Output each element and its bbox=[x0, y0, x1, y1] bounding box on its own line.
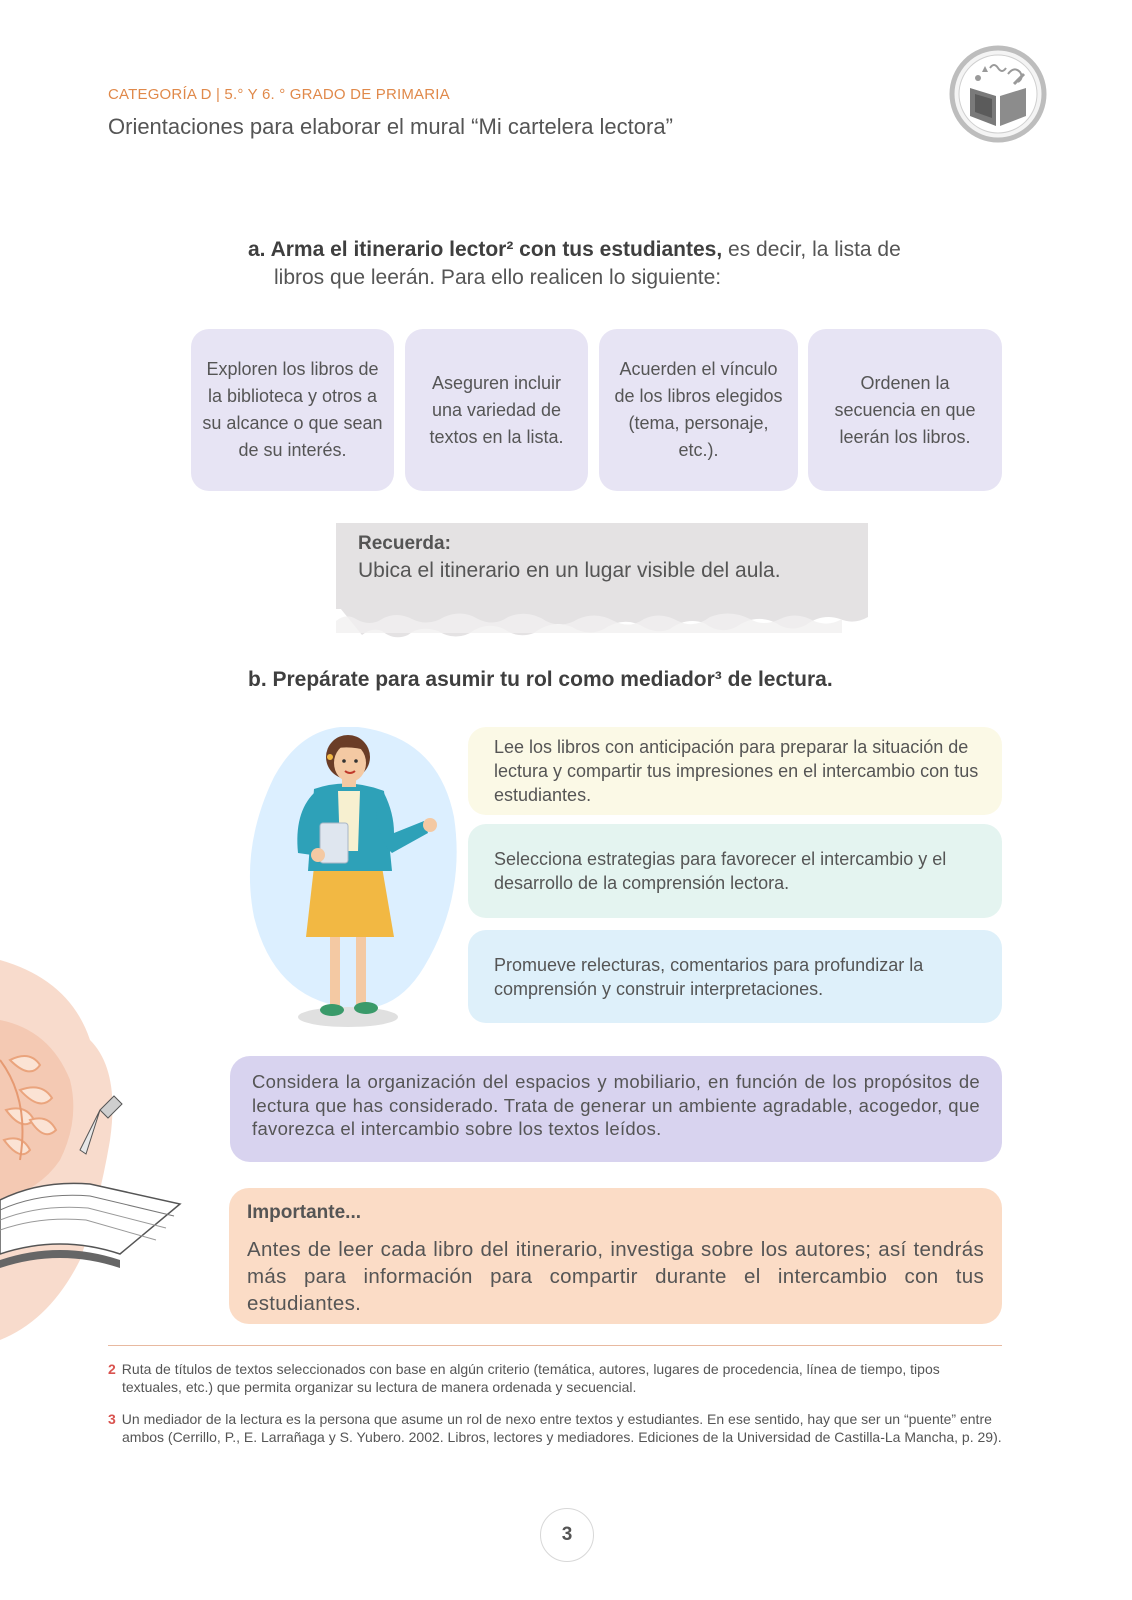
footnote-2 bbox=[108, 1360, 1002, 1396]
page-title: Orientaciones para elaborar el mural “Mi cartelera lectora” bbox=[108, 114, 673, 139]
step-card-variety: Aseguren incluir una variedad de textos en la lista. bbox=[405, 329, 588, 491]
footnote-3-number: 3 bbox=[108, 1411, 116, 1427]
section-a-text-1: es decir, la lista de bbox=[722, 238, 901, 261]
footnote-3 bbox=[108, 1410, 1002, 1446]
section-a-text-2: libros que leerán. Para ello realicen lo siguiente: bbox=[274, 266, 722, 289]
step-card-order: Ordenen la secuencia en que leerán los libros. bbox=[808, 329, 1002, 491]
book-and-leaves-decoration bbox=[0, 960, 240, 1340]
section-b-heading: b. Prepárate para asumir tu rol como mediador³ de lectura. bbox=[248, 668, 833, 691]
footnote-2-number: 2 bbox=[108, 1361, 116, 1377]
mediator-tip-rereading: Promueve relecturas, comentarios para profundizar la comprensión y construir interpretaciones. bbox=[468, 930, 1002, 1023]
reminder-title: Recuerda: bbox=[358, 533, 451, 554]
teacher-illustration bbox=[248, 727, 468, 1037]
space-organization-note: Considera la organización del espacios y mobiliario, en función de los propósitos de lectura que has considerado. Trata de generar un ambiente agradable, acogedor, que favorezca el intercambio sobre los textos leídos. bbox=[230, 1056, 1002, 1162]
mediator-tip-strategies: Selecciona estrategias para favorecer el intercambio y el desarrollo de la comprensión lectora. bbox=[468, 824, 1002, 918]
torn-paper-edge bbox=[336, 603, 868, 643]
step-card-explore: Exploren los libros de la biblioteca y otros a su alcance o que sean de su interés. bbox=[191, 329, 394, 491]
reminder-text: Ubica el itinerario en un lugar visible del aula. bbox=[358, 559, 781, 582]
footnote-2-text: Ruta de títulos de textos seleccionados con base en algún criterio (temática, autores, lugares de procedencia, línea de tiempo, tipos textuales, etc.) que permita organizar su lectura de manera ordenada y secuencial. bbox=[121, 1361, 940, 1395]
header-category: CATEGORÍA D | 5.° Y 6. ° GRADO DE PRIMARIA bbox=[108, 86, 450, 103]
section-a-heading bbox=[248, 236, 1008, 292]
important-text: Antes de leer cada libro del itinerario, investiga sobre los autores; así tendrás más para información para compartir durante el intercambio con tus estudiantes. bbox=[247, 1238, 984, 1315]
important-note bbox=[229, 1188, 1002, 1324]
reminder-note bbox=[336, 523, 868, 609]
reading-book-logo-icon bbox=[948, 44, 1048, 144]
section-a-label: a. Arma el itinerario lector² con tus estudiantes, bbox=[248, 238, 723, 261]
footnote-divider bbox=[108, 1345, 1002, 1346]
step-card-link: Acuerden el vínculo de los libros elegidos (tema, personaje, etc.). bbox=[599, 329, 798, 491]
important-title: Importante... bbox=[247, 1202, 362, 1223]
footnote-3-text: Un mediador de la lectura es la persona que asume un rol de nexo entre textos y estudiantes. En ese sentido, hay que ser un “puente” entre ambos (Cerrillo, P., E. Larrañaga y S. Yubero. 2002. Libros, lectores y mediadores. Ediciones de la Universidad de Castilla-La Mancha, p. 29). bbox=[121, 1411, 1002, 1445]
page-number: 3 bbox=[540, 1508, 594, 1562]
mediator-tip-read: Lee los libros con anticipación para preparar la situación de lectura y compartir tus impresiones en el intercambio con tus estudiantes. bbox=[468, 727, 1002, 815]
